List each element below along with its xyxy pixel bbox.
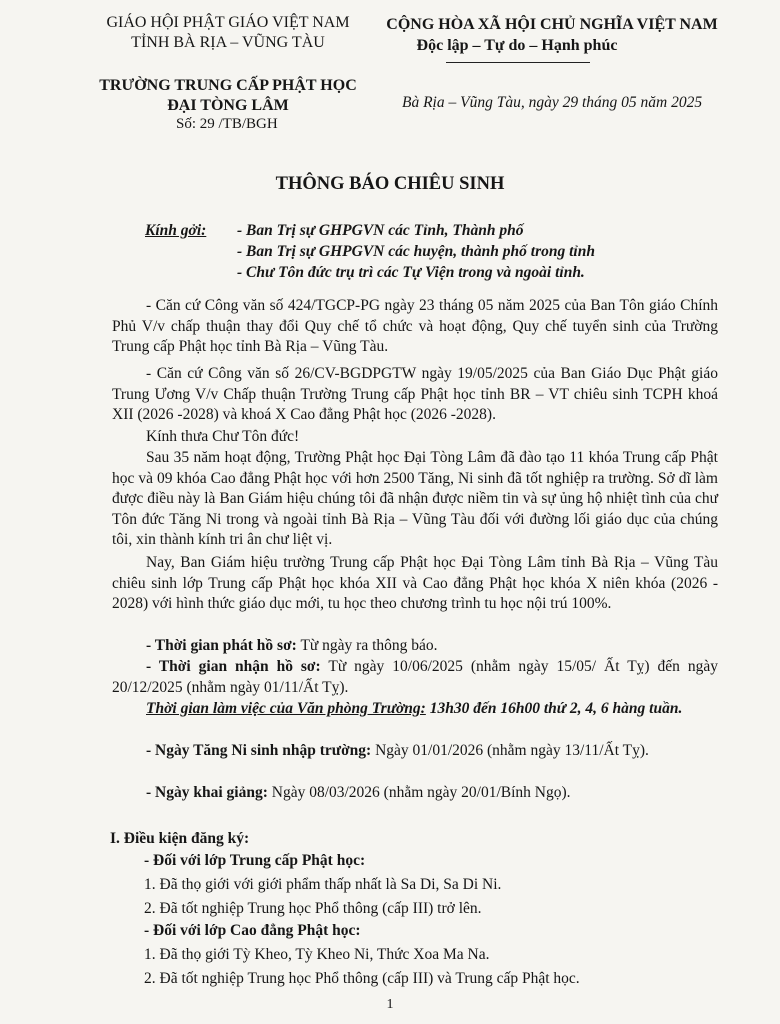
receive-period-value: Từ ngày 10/06/2025 (nhằm ngày 15/05/ Ất Tỵ) đến ngày 20/12/2025 (nhằm ngày 01/11/Ất Tỵ). — [112, 658, 718, 696]
office-hours — [112, 699, 718, 720]
issue-period-value: Từ ngày ra thông báo. — [296, 637, 438, 654]
org-name: GIÁO HỘI PHẬT GIÁO VIỆT NAM — [106, 14, 350, 31]
recipient-item: - Ban Trị sự GHPGVN các Tỉnh, Thành phố — [237, 222, 524, 239]
page-title: THÔNG BÁO CHIÊU SINH — [275, 174, 505, 194]
paragraph-announcement: Nay, Ban Giám hiệu trường Trung cấp Phật học Đại Tòng Lâm tỉnh Bà Rịa – Vũng Tàu chiêu sinh lớp Trung cấp Phật học khóa XII và Cao đẳng Phật học khóa X niên khóa (2026 - 2028) với hình thức giáo dục mới, tu học theo chương trình tu học nội trú 100%. — [112, 554, 718, 612]
recipient-item: - Ban Trị sự GHPGVN các huyện, thành phố trong tỉnh — [237, 243, 595, 260]
section-heading: I. Điều kiện đăng ký: — [110, 830, 250, 847]
enroll-date — [112, 741, 718, 762]
recipients-label: Kính gởi: — [145, 222, 207, 239]
motto: Độc lập – Tự do – Hạnh phúc — [416, 37, 618, 54]
issue-period — [112, 636, 718, 657]
condition-item: 1. Đã thọ giới với giới phẩm thấp nhất là Sa Di, Sa Di Ni. — [144, 876, 502, 893]
office-hours-label: Thời gian làm việc của Văn phòng Trường: — [146, 700, 426, 717]
sub-heading-college: - Đối với lớp Cao đẳng Phật học: — [144, 922, 361, 939]
paragraph-basis-1: - Căn cứ Công văn số 424/TGCP-PG ngày 23 tháng 05 năm 2025 của Ban Tôn giáo Chính Phủ V/v chấp thuận thay đổi Quy chế tổ chức và hoạt động, Quy chế tuyển sinh của Trường Trung cấp Phật học tỉnh Bà Rịa – Vũng Tàu. — [112, 297, 718, 355]
opening-date-label: - Ngày khai giảng: — [146, 784, 268, 801]
school-name-line1: TRƯỜNG TRUNG CẤP PHẬT HỌC — [99, 77, 357, 94]
issue-period-label: - Thời gian phát hồ sơ: — [146, 637, 297, 654]
opening-date-value: Ngày 08/03/2026 (nhằm ngày 20/01/Bính Ngọ). — [267, 784, 571, 801]
org-province: TỈNH BÀ RỊA – VŨNG TÀU — [131, 34, 325, 51]
condition-item: 1. Đã thọ giới Tỳ Kheo, Tỳ Kheo Ni, Thức Xoa Ma Na. — [144, 946, 490, 963]
office-hours-value: 13h30 đến 16h00 thứ 2, 4, 6 hàng tuần. — [425, 700, 683, 717]
page-number: 1 — [386, 997, 394, 1012]
date-line: Bà Rịa – Vũng Tàu, ngày 29 tháng 05 năm 2025 — [402, 94, 703, 111]
doc-number: Số: 29 /TB/BGH — [176, 116, 278, 132]
opening-date — [112, 783, 718, 804]
recipient-item: - Chư Tôn đức trụ trì các Tự Viện trong và ngoài tỉnh. — [237, 264, 585, 281]
nation-title: CỘNG HÒA XÃ HỘI CHỦ NGHĨA VIỆT NAM — [386, 16, 718, 33]
condition-item: 2. Đã tốt nghiệp Trung học Phổ thông (cấp III) và Trung cấp Phật học. — [144, 970, 580, 987]
motto-underline — [446, 62, 590, 63]
sub-heading-intermediate: - Đối với lớp Trung cấp Phật học: — [144, 852, 366, 869]
enroll-date-value: Ngày 01/01/2026 (nhằm ngày 13/11/Ất Tỵ). — [371, 742, 649, 759]
receive-period-label: - Thời gian nhận hồ sơ: — [146, 658, 321, 675]
condition-item: 2. Đã tốt nghiệp Trung học Phổ thông (cấp III) trở lên. — [144, 900, 482, 917]
paragraph-basis-2: - Căn cứ Công văn số 26/CV-BGDPGTW ngày 19/05/2025 của Ban Giáo Dục Phật giáo Trung Ương V/v Chấp thuận Trường Trung cấp Phật học tỉnh BR – VT chiêu sinh TCPH khoá XII (2026 -2028) và khoá X Cao đẳng Phật học (2026 -2028). — [112, 365, 718, 423]
paragraph-greeting: Kính thưa Chư Tôn đức! — [146, 428, 300, 445]
school-name-line2: ĐẠI TÒNG LÂM — [167, 97, 289, 114]
receive-period — [112, 657, 718, 698]
enroll-date-label: - Ngày Tăng Ni sinh nhập trường: — [146, 742, 372, 759]
paragraph-history: Sau 35 năm hoạt động, Trường Phật học Đại Tòng Lâm đã đào tạo 11 khóa Trung cấp Phật học và 09 khóa Cao đẳng Phật học với hơn 2500 Tăng, Ni sinh đã tốt nghiệp ra trường. Sở dĩ làm được điều này là Ban Giám hiệu chúng tôi đã nhận được niềm tin và sự ủng hộ nhiệt tình của chư Tôn đức Tăng Ni trong và ngoài tỉnh Bà Rịa – Vũng Tàu đối với đường lối giáo dục của chúng tôi, xin thành kính tri ân chư liệt vị. — [112, 449, 718, 548]
